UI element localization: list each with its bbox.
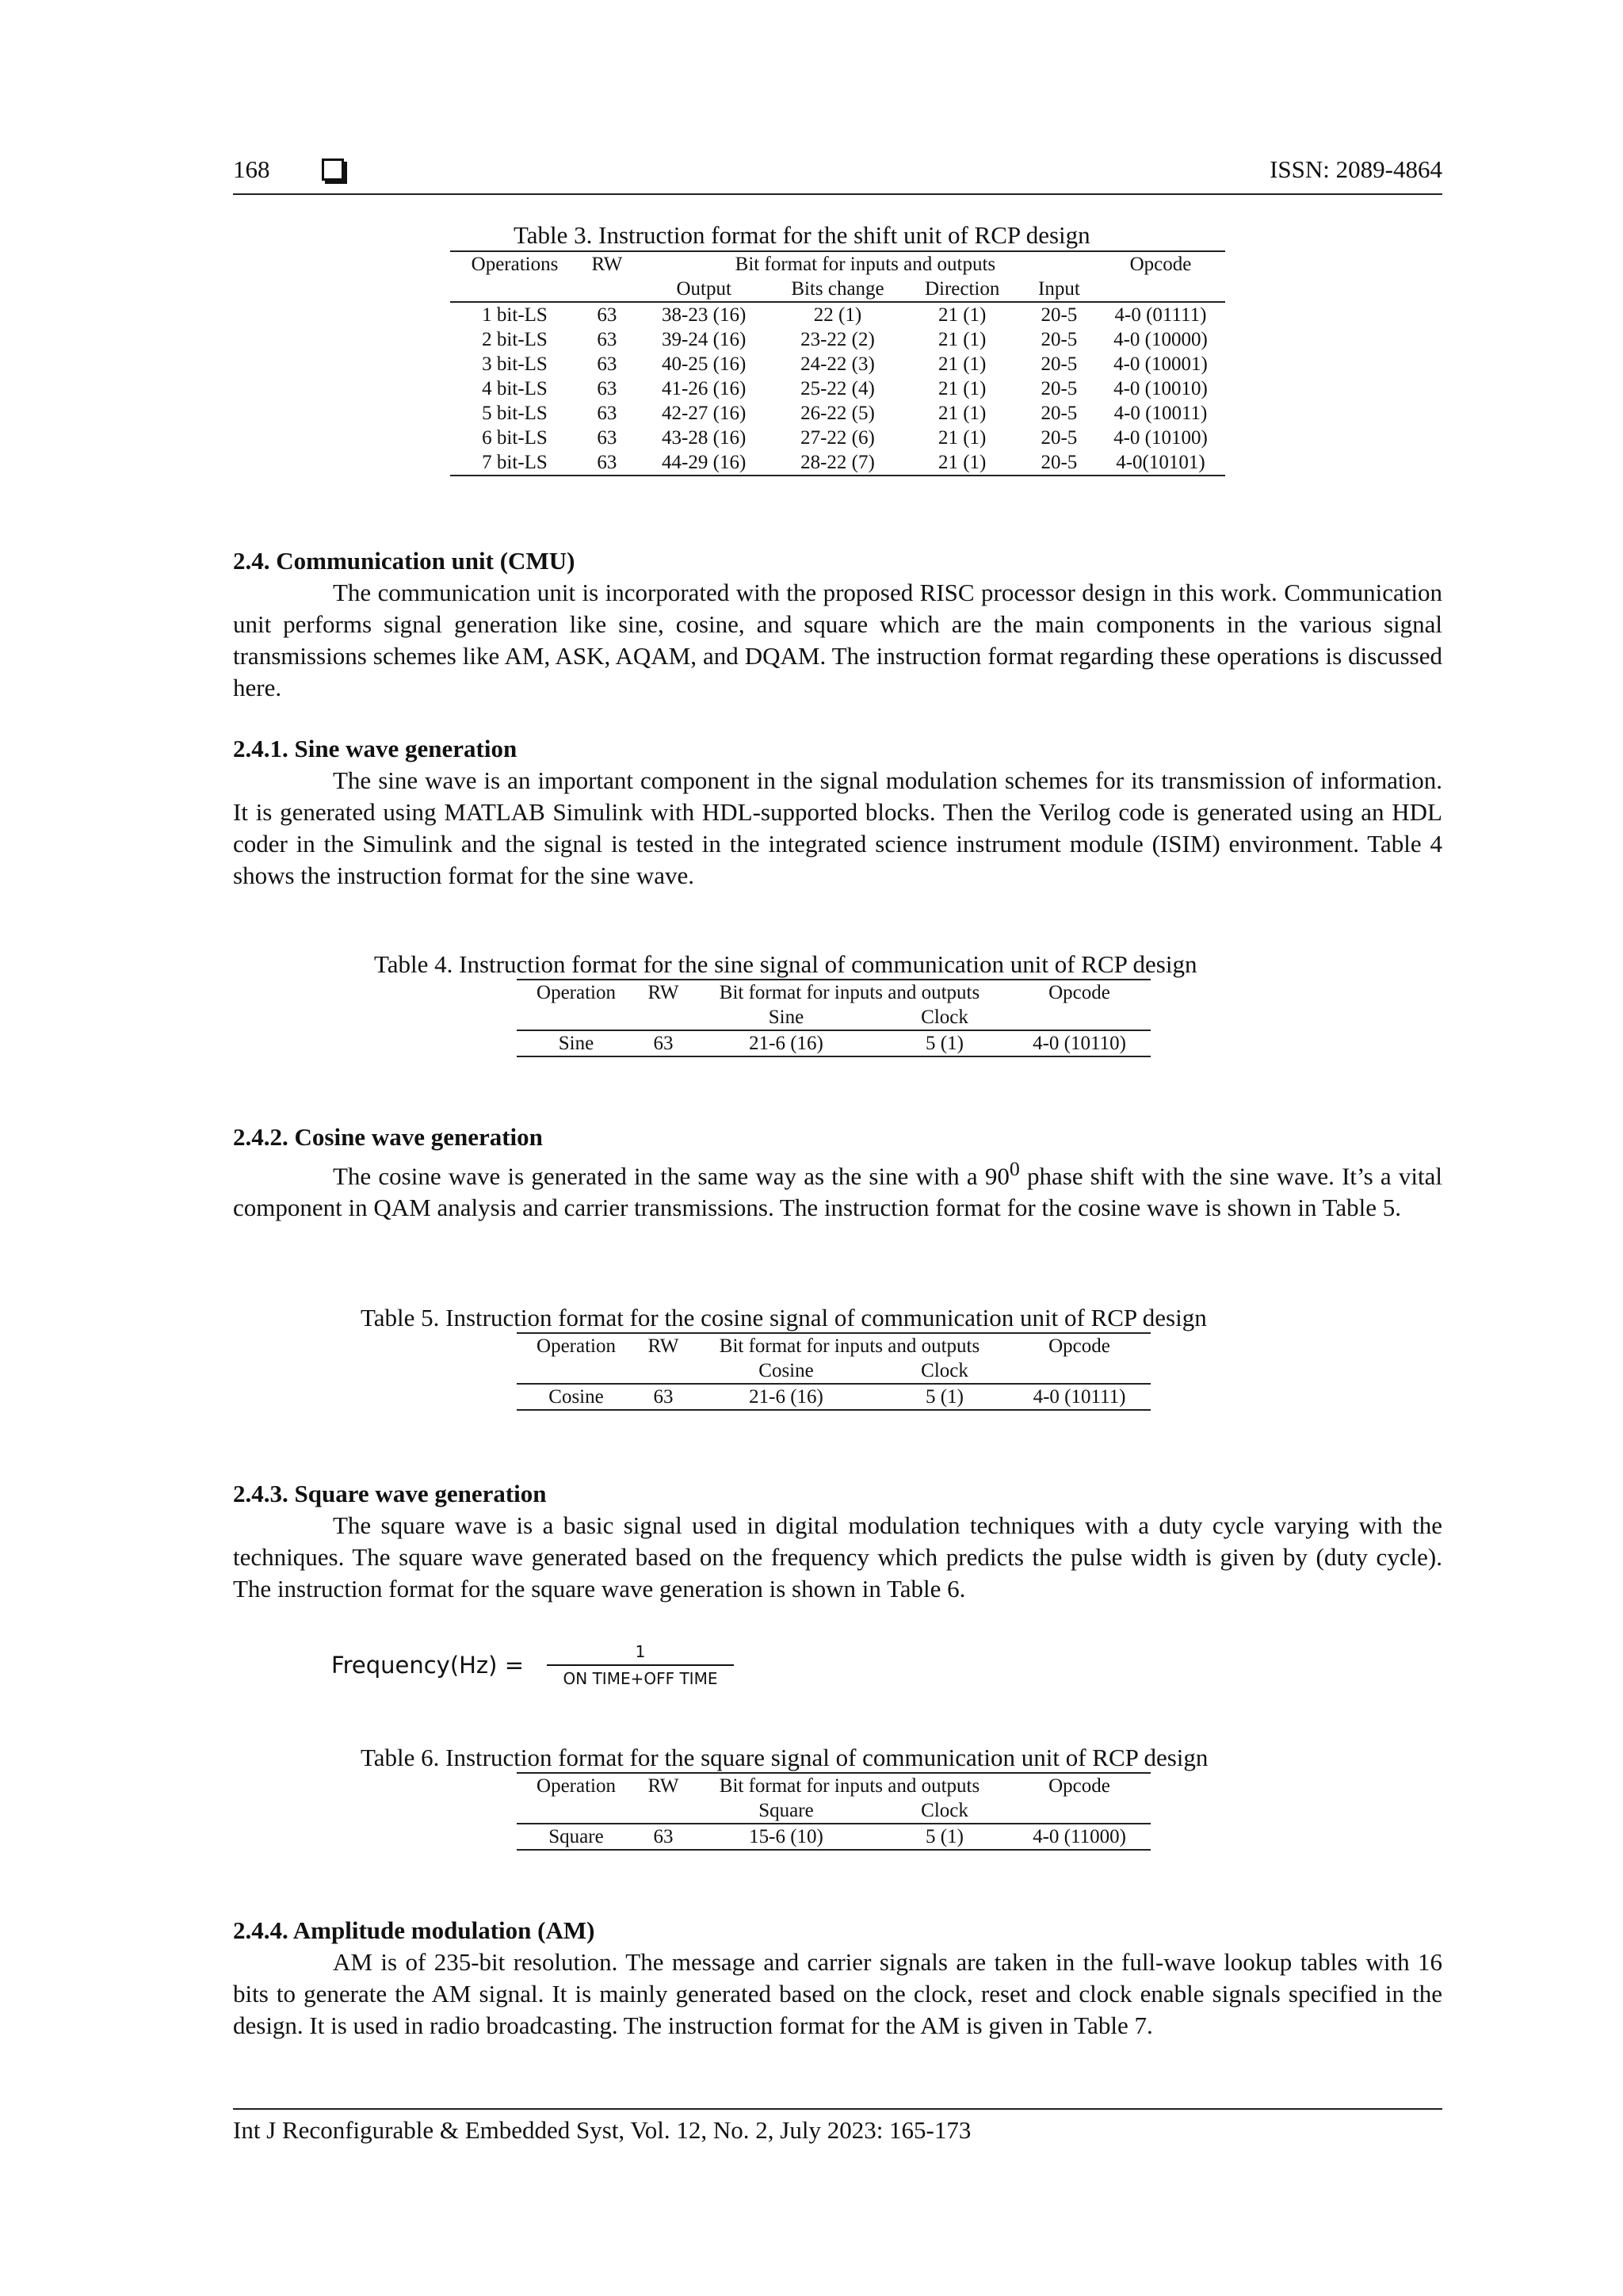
cell: 63 bbox=[597, 403, 617, 424]
paragraph: The communication unit is incorporated with the proposed RISC processor design in this work. Communication unit performs signal generation like sine, cosine, and square which are the main components in the various signal transmissions schemes like AM, ASK, AQAM, and DQAM. The instruction format regarding these operations is discussed here. bbox=[233, 579, 1442, 701]
cell: 63 bbox=[636, 1824, 691, 1850]
cell: 21 (1) bbox=[938, 378, 987, 399]
formula-fraction bbox=[547, 1642, 734, 1688]
cell: 4 bit-LS bbox=[482, 378, 548, 399]
table-row bbox=[450, 401, 1225, 426]
degree-superscript: 0 bbox=[1009, 1157, 1020, 1180]
cell: 4-0 (10010) bbox=[1113, 378, 1208, 399]
section-2-4-2 bbox=[233, 1121, 1442, 1224]
section-2-4 bbox=[233, 545, 1442, 704]
cell: 21 (1) bbox=[902, 450, 1022, 476]
cell: 20-5 bbox=[1041, 329, 1078, 350]
table-header-row bbox=[450, 251, 1225, 277]
cell: 63 bbox=[597, 304, 617, 326]
cell: 4-0 (10000) bbox=[1113, 329, 1208, 350]
page-number: 168 bbox=[233, 155, 270, 183]
table-6-grid bbox=[517, 1772, 1151, 1851]
table-header-row bbox=[517, 1773, 1151, 1798]
cell: 42-27 (16) bbox=[662, 403, 747, 424]
cell: 38-23 (16) bbox=[662, 304, 747, 326]
cell: 21 (1) bbox=[938, 353, 987, 375]
cell: 15-6 (10) bbox=[691, 1824, 881, 1850]
col-header: Opcode bbox=[1096, 251, 1225, 277]
section-heading: 2.4.2. Cosine wave generation bbox=[233, 1123, 543, 1151]
cell: 20-5 bbox=[1022, 450, 1096, 476]
cell: 27-22 (6) bbox=[800, 427, 875, 449]
section-2-4-1 bbox=[233, 733, 1442, 892]
col-subheader: Cosine bbox=[691, 1358, 881, 1384]
col-header: Operations bbox=[450, 251, 579, 277]
cell: 21 (1) bbox=[938, 403, 987, 424]
cell: 5 (1) bbox=[881, 1384, 1008, 1410]
table-row bbox=[450, 302, 1225, 327]
page-header bbox=[233, 155, 1442, 195]
cell: 4-0 (10111) bbox=[1008, 1384, 1151, 1410]
table-subheader-row bbox=[517, 1358, 1151, 1384]
cell: 43-28 (16) bbox=[662, 427, 747, 449]
col-header: RW bbox=[579, 251, 635, 277]
col-header: Bit format for inputs and outputs bbox=[635, 251, 1096, 277]
cell: 44-29 (16) bbox=[635, 450, 773, 476]
cell: 21 (1) bbox=[938, 304, 987, 326]
formula-denominator: ON TIME+OFF TIME bbox=[563, 1669, 718, 1688]
col-header: Opcode bbox=[1008, 1773, 1151, 1798]
col-header: Operation bbox=[517, 1333, 636, 1358]
cell: 24-22 (3) bbox=[800, 353, 875, 375]
table-row bbox=[450, 426, 1225, 450]
page-footer bbox=[233, 2108, 1442, 2145]
cell: 5 (1) bbox=[881, 1824, 1008, 1850]
table-header-row bbox=[517, 980, 1151, 1005]
cell: 3 bit-LS bbox=[482, 353, 548, 375]
section-2-4-3 bbox=[233, 1478, 1442, 1605]
table-row bbox=[517, 1824, 1151, 1850]
cell: 20-5 bbox=[1041, 403, 1078, 424]
cell: 7 bit-LS bbox=[450, 450, 579, 476]
cell: 39-24 (16) bbox=[662, 329, 747, 350]
col-subheader: Direction bbox=[902, 277, 1022, 302]
text-run: phase shift with the sine wave. It’s a vital component in QAM analysis and carrier transmissions. The instruction format for the cosine wave is shown in Table 5. bbox=[233, 1162, 1442, 1222]
table-3-grid bbox=[450, 250, 1225, 476]
degree-value: 90 bbox=[984, 1162, 1010, 1190]
cell: 63 bbox=[597, 353, 617, 375]
cell: 63 bbox=[597, 378, 617, 399]
cell: 21 (1) bbox=[938, 427, 987, 449]
cell: 4-0 (10011) bbox=[1113, 403, 1208, 424]
table-subheader-row bbox=[517, 1005, 1151, 1030]
paragraph: The sine wave is an important component in the signal modulation schemes for its transmission of information. It is generated using MATLAB Simulink with HDL-supported blocks. Then the Verilog code is generated using an HDL coder in the Simulink and the signal is tested in the integrated science instrument module (ISIM) environment. Table 4 shows the instruction format for the sine wave. bbox=[233, 766, 1442, 889]
section-heading: 2.4.1. Sine wave generation bbox=[233, 735, 517, 762]
col-subheader: Clock bbox=[881, 1358, 1008, 1384]
cell: 41-26 (16) bbox=[662, 378, 747, 399]
table-row bbox=[517, 1030, 1151, 1056]
table-row bbox=[450, 352, 1225, 376]
table-4-grid bbox=[517, 979, 1151, 1057]
col-header: Opcode bbox=[1008, 980, 1151, 1005]
cell: 4-0 (11000) bbox=[1008, 1824, 1151, 1850]
cell: 20-5 bbox=[1041, 304, 1078, 326]
cell: 4-0 (01111) bbox=[1114, 304, 1207, 326]
cell: 20-5 bbox=[1041, 378, 1078, 399]
col-subheader: Output bbox=[635, 277, 773, 302]
cell: 63 bbox=[636, 1384, 691, 1410]
table-row bbox=[450, 376, 1225, 401]
cell: 5 bit-LS bbox=[482, 403, 548, 424]
table-row bbox=[517, 1384, 1151, 1410]
col-header: Operation bbox=[517, 980, 636, 1005]
cell: 20-5 bbox=[1041, 427, 1078, 449]
col-header: Bit format for inputs and outputs bbox=[691, 1333, 1008, 1358]
table-subheader-row bbox=[450, 277, 1225, 302]
text-run: The cosine wave is generated in the same way as the sine with a bbox=[333, 1162, 985, 1190]
col-header: Bit format for inputs and outputs bbox=[691, 980, 1008, 1005]
square-bullet-icon bbox=[322, 159, 344, 181]
section-heading: 2.4. Communication unit (CMU) bbox=[233, 547, 575, 575]
cell: Square bbox=[517, 1824, 636, 1850]
cell: 26-22 (5) bbox=[800, 403, 875, 424]
col-subheader: Square bbox=[691, 1798, 881, 1824]
cell: 25-22 (4) bbox=[800, 378, 875, 399]
cell: 4-0 (10110) bbox=[1008, 1030, 1151, 1056]
table-5-caption: Table 5. Instruction format for the cosine signal of communication unit of RCP design bbox=[361, 1304, 1207, 1331]
table-row bbox=[450, 450, 1225, 476]
paragraph bbox=[233, 1153, 1442, 1224]
col-header: Bit format for inputs and outputs bbox=[691, 1773, 1008, 1798]
cell: 2 bit-LS bbox=[482, 329, 548, 350]
cell: Cosine bbox=[517, 1384, 636, 1410]
section-heading: 2.4.3. Square wave generation bbox=[233, 1480, 547, 1507]
col-subheader: Clock bbox=[881, 1798, 1008, 1824]
issn: ISSN: 2089-4864 bbox=[1270, 155, 1442, 183]
col-subheader: Sine bbox=[691, 1005, 881, 1030]
cell: 5 (1) bbox=[881, 1030, 1008, 1056]
col-subheader: Bits change bbox=[773, 277, 902, 302]
table-header-row bbox=[517, 1333, 1151, 1358]
cell: 21 (1) bbox=[938, 329, 987, 350]
paragraph: AM is of 235-bit resolution. The message and carrier signals are taken in the full-wave lookup tables with 16 bits to generate the AM signal. It is mainly generated based on the clock, reset and clock enable signals specified in the design. It is used in radio broadcasting. The instruction format for the AM is given in Table 7. bbox=[233, 1948, 1442, 2039]
cell: 63 bbox=[597, 329, 617, 350]
col-subheader: Clock bbox=[881, 1005, 1008, 1030]
table-6-caption: Table 6. Instruction format for the square signal of communication unit of RCP design bbox=[361, 1744, 1209, 1771]
cell: 22 (1) bbox=[813, 304, 862, 326]
table-subheader-row bbox=[517, 1798, 1151, 1824]
cell: 4-0 (10001) bbox=[1113, 353, 1208, 375]
table-4-caption: Table 4. Instruction format for the sine signal of communication unit of RCP design bbox=[374, 950, 1197, 978]
cell: 1 bit-LS bbox=[482, 304, 548, 326]
table-row bbox=[450, 327, 1225, 352]
cell: 21-6 (16) bbox=[691, 1030, 881, 1056]
paragraph: The square wave is a basic signal used in digital modulation techniques with a duty cycle varying with the techniques. The square wave generated based on the frequency which predicts the pulse width is given by (duty cycle). The instruction format for the square wave generation is shown in Table 6. bbox=[233, 1511, 1442, 1603]
cell: 40-25 (16) bbox=[662, 353, 747, 375]
formula-lhs: Frequency(Hz) = bbox=[331, 1652, 524, 1679]
cell: Sine bbox=[517, 1030, 636, 1056]
cell: 23-22 (2) bbox=[800, 329, 875, 350]
cell: 4-0(10101) bbox=[1096, 450, 1225, 476]
table-5-grid bbox=[517, 1332, 1151, 1411]
cell: 6 bit-LS bbox=[482, 427, 548, 449]
journal-citation: Int J Reconfigurable & Embedded Syst, Vol. 12, No. 2, July 2023: 165-173 bbox=[233, 2116, 972, 2144]
cell: 28-22 (7) bbox=[773, 450, 902, 476]
col-header: RW bbox=[636, 1773, 691, 1798]
cell: 63 bbox=[579, 450, 635, 476]
cell: 63 bbox=[597, 427, 617, 449]
col-header: RW bbox=[636, 980, 691, 1005]
col-subheader: Input bbox=[1022, 277, 1096, 302]
col-header: Operation bbox=[517, 1773, 636, 1798]
cell: 63 bbox=[636, 1030, 691, 1056]
col-header: RW bbox=[636, 1333, 691, 1358]
section-2-4-4 bbox=[233, 1915, 1442, 2042]
section-heading: 2.4.4. Amplitude modulation (AM) bbox=[233, 1916, 595, 1944]
table-3-caption: Table 3. Instruction format for the shift unit of RCP design bbox=[514, 221, 1090, 249]
formula-numerator: 1 bbox=[547, 1642, 734, 1666]
col-header: Opcode bbox=[1008, 1333, 1151, 1358]
cell: 4-0 (10100) bbox=[1113, 427, 1208, 449]
cell: 20-5 bbox=[1041, 353, 1078, 375]
cell: 21-6 (16) bbox=[691, 1384, 881, 1410]
